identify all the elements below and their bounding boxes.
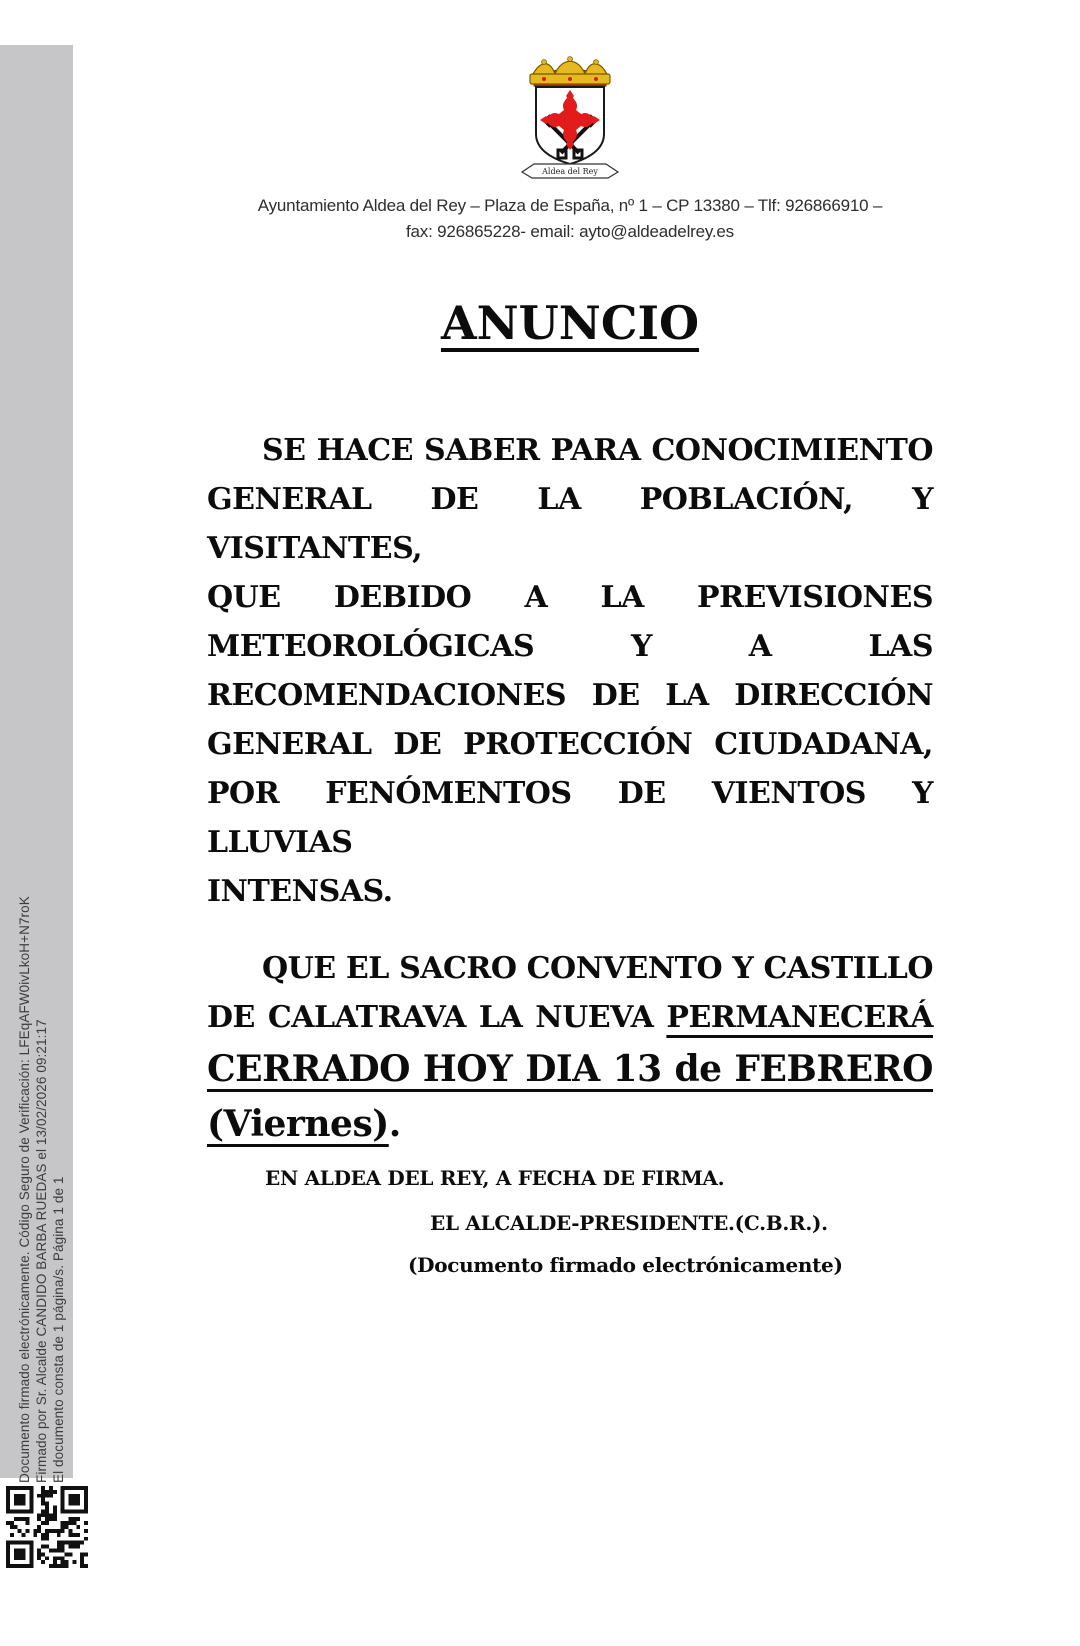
body-line: RECOMENDACIONES DE LA DIRECCIÓN xyxy=(207,678,933,713)
municipality-contact-block xyxy=(207,193,933,245)
signature-signer-line: EL ALCALDE-PRESIDENTE.(C.B.R.). xyxy=(430,1211,828,1235)
underlined-text: (Viernes) xyxy=(207,1103,389,1145)
body-line: GENERAL DE LA POBLACIÓN, Y VISITANTES, xyxy=(207,482,933,566)
shield-icon xyxy=(536,87,604,164)
body-line: GENERAL DE PROTECCIÓN CIUDADANA, xyxy=(207,727,933,762)
body-line: QUE DEBIDO A LA PREVISIONES xyxy=(207,580,933,615)
announcement-paragraph-2 xyxy=(207,944,933,1152)
coat-of-arms xyxy=(510,55,630,185)
body-line: INTENSAS. xyxy=(207,874,393,909)
signature-place-line: EN ALDEA DEL REY, A FECHA DE FIRMA. xyxy=(265,1166,725,1190)
body-line-closure-day: (Viernes). xyxy=(207,1103,401,1145)
sidebar-pages-line: El documento consta de 1 página/s. Página 1 de 1 xyxy=(51,1176,66,1483)
document-content xyxy=(207,55,933,1275)
ribbon-text: Aldea del Rey xyxy=(542,167,598,176)
contact-line-2: fax: 926865228- email: ayto@aldeadelrey.es xyxy=(406,222,734,241)
body-line: SE HACE SABER PARA CONOCIMIENTO xyxy=(262,433,933,468)
underlined-text: PERMANECERÁ xyxy=(666,1000,933,1035)
document-title: ANUNCIO xyxy=(440,296,700,350)
signature-sidebar xyxy=(0,45,73,1483)
contact-line-1: Ayuntamiento Aldea del Rey – Plaza de España, nº 1 – CP 13380 – Tlf: 926866910 – xyxy=(257,196,883,215)
signature-sidebar-text xyxy=(16,648,67,1483)
body-line: METEOROLÓGICAS Y A LAS xyxy=(207,629,933,664)
body-line: DE CALATRAVA LA NUEVA PERMANECERÁ xyxy=(207,1000,933,1035)
coat-of-arms-wrap xyxy=(207,55,933,185)
body-line: QUE EL SACRO CONVENTO Y CASTILLO xyxy=(262,951,933,986)
ribbon-banner xyxy=(522,164,618,178)
underlined-text: CERRADO HOY DIA 13 de FEBRERO xyxy=(207,1048,933,1090)
signature-electronic-note: (Documento firmado electrónicamente) xyxy=(408,1253,843,1277)
verification-qr-code xyxy=(6,1486,88,1568)
body-line: POR FENÓMENTOS DE VIENTOS Y LLUVIAS xyxy=(207,776,933,860)
crown-icon xyxy=(530,57,610,86)
sidebar-verification-line: Documento firmado electrónicamente. Código Seguro de Verificación: LFEqAFW0ivLkoH+N7roK xyxy=(17,896,32,1483)
announcement-paragraph-1 xyxy=(207,426,933,916)
sidebar-signer-line: Firmado por Sr. Alcalde CANDIDO BARBA RUEDAS el 13/02/2026 09:21:17 xyxy=(34,1019,49,1483)
body-line-closure xyxy=(207,1042,933,1097)
